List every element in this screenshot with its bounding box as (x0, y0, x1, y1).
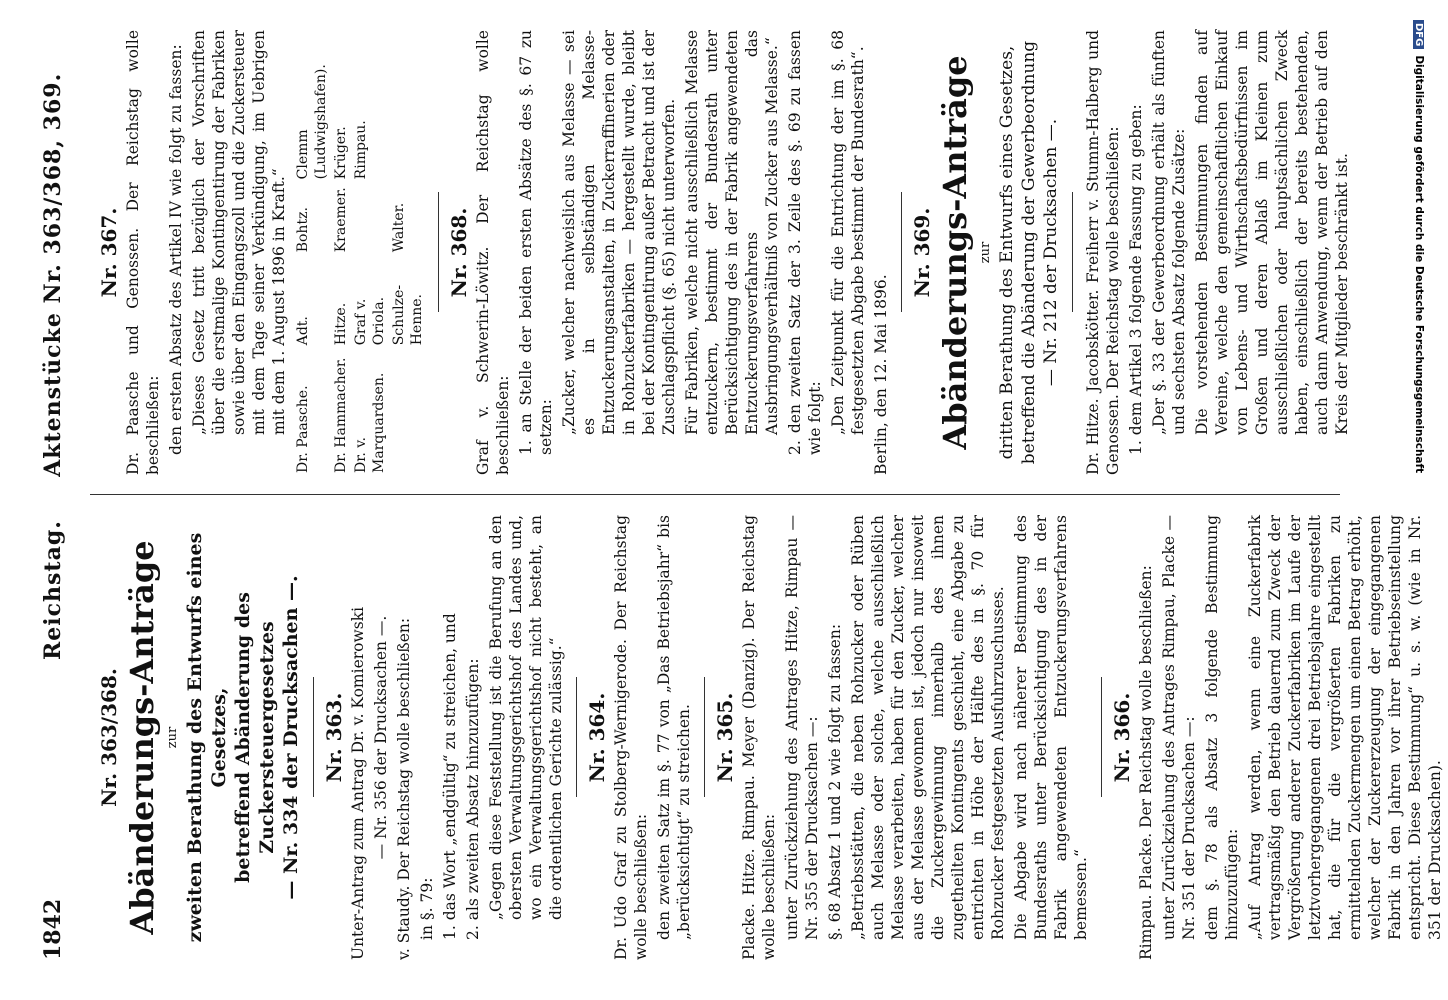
signature (390, 347, 426, 473)
nr-367-signatures (292, 30, 428, 475)
section-rule (1101, 678, 1102, 798)
nr-366-heading: Nr. 366. (1110, 692, 1134, 783)
right-column (95, 30, 1355, 475)
nr-363-p3: 1. das Wort „endgültig“ zu streichen, und (441, 613, 459, 940)
nr-369-p2: 1. dem Artikel 3 folgende Fassung zu geben: (1127, 104, 1145, 455)
left-column (95, 515, 1448, 960)
nr-364-heading: Nr. 364. (585, 692, 609, 783)
signature (352, 181, 388, 252)
section-rule (313, 678, 314, 798)
nr-363-p4: 2. als zweiten Absatz hinzuzufügen: (464, 658, 482, 940)
nr-365-p3: §. 68 Absatz 1 und 2 wie folgt zu fassen: (826, 623, 844, 940)
nr-367-p3: „Dieses Gesetz tritt bezüglich der Vorschriften über die erstmalige Kontingentirung der Fabriken sowie über den Eingangszoll und die Zuckersteuer mit dem Tage seiner Verkündigung, im Uebrigen mit dem 1. August 1896 in Kraft.“ (190, 30, 288, 435)
nr-368-p4: Für Fabriken, welche nicht ausschließlich Melasse entzuckern, bestimmt der Bundesrath unter Berücksichtigung des in der Fabrik angewendeten Entzuckerungsverfahrens das Ausbringungsverhältniß von Zucker aus Melasse.“ (683, 30, 781, 435)
running-head-title (40, 73, 66, 660)
signature: Rimpau. (353, 120, 369, 180)
section-rule (704, 678, 705, 798)
signature: Graf v. Oriola. (353, 296, 387, 346)
nr-368-p2: 1. an Stelle der beiden ersten Absätze des §. 67 zu setzen: (517, 30, 555, 455)
nr-363-p1: v. Staudy. Der Reichstag wolle beschließen: (395, 617, 413, 960)
heading-369-sub-2: betreffend die Abänderung der Gewerbeordnung (1019, 40, 1039, 465)
nr-366-p1: Rimpau. Placke. Der Reichstag wolle beschließen: (1137, 565, 1155, 960)
section-rule (901, 193, 902, 313)
nr-363-p5: „Gegen diese Feststellung ist die Berufung an den obersten Verwaltungsgerichtshof des Landes und, wo ein Verwaltungsgerichtshof nicht besteht, an die ordentlichen Gerichte zulässig.“ (487, 515, 565, 920)
section-rule (1072, 193, 1073, 313)
nr-363-p2: in §. 79: (418, 877, 436, 940)
nr-369-heading: Nr. 369. (910, 207, 934, 298)
nr-363-intro: Unter-Antrag zum Antrag Dr. v. Komierowski (349, 606, 367, 960)
page-number: 1842 (40, 898, 66, 960)
nr-364-p1: Dr. Udo Graf zu Stolberg-Wernigerode. Der Reichstag wolle beschließen: (612, 515, 650, 960)
nr-369-p4: Die vorstehenden Bestimmungen finden auf Vereine, welche den gemeinschaftlichen Einkauf von Lebens- und Wirthschaftsbedürfnissen im Großen und deren Ablaß im Kleinen zum ausschließlichen oder hauptsächlichen Zweck haben, einschließlich der bereits bestehenden, auch dann Anwendung, wenn der Betrieb auf den Kreis der Mitglieder beschränkt ist. (1193, 30, 1351, 435)
section-rule (438, 193, 439, 313)
heading-369-zur: zur (978, 241, 993, 264)
heading-369-sub-3: — Nr. 212 der Drucksachen —. (1041, 118, 1061, 387)
nr-366-p3: dem §. 78 als Absatz 3 folgende Bestimmung hinzuzufügen: (1203, 515, 1241, 940)
signature: Schulze-Henne. (391, 284, 425, 346)
running-head (40, 60, 80, 960)
dfg-side-note-text (1405, 20, 1425, 980)
signature: Krüger. (333, 126, 349, 180)
nr-368-p5: 2. den zweiten Satz der 3. Zeile des §. 69 zu fassen wie folgt: (786, 30, 824, 455)
heading-369-title: Abänderungs-Anträge (936, 55, 974, 450)
nr-367-p1: Dr. Paasche und Genossen. Der Reichstag wolle beschließen: (124, 30, 162, 475)
nr-369-p3: „Der §. 33 der Gewerbeordnung erhält als fünften und sechsten Absatz folgende Zusätze: (1150, 30, 1188, 435)
signature: Adt. (295, 316, 311, 346)
signature: Clemm (Ludwigshafen). (295, 64, 329, 180)
heading-369-sub-1: dritten Berathung des Entwurfs eines Gesetzes, (997, 45, 1017, 460)
signature-row (294, 32, 330, 473)
signature: Bohtz. (295, 207, 311, 253)
heading-sub-2: betreffend Abänderung des Zuckersteuergesetzes (232, 592, 278, 883)
dfg-side-note (1405, 20, 1425, 980)
heading-nr-363-368: Nr. 363/368. (97, 668, 121, 807)
signature: Dr. Paasche. (295, 385, 311, 473)
running-head-reichstag: Reichstag. (40, 520, 66, 660)
nr-369-p1: Dr. Hitze. Jacobskötter. Freiherr v. Stumm-Halberg und Genossen. Der Reichstag wolle beschließen: (1084, 30, 1122, 475)
heading-zur: zur (165, 726, 180, 749)
signature: Walter. (391, 202, 407, 253)
signature: Dr. Hammacher. (333, 357, 349, 473)
nr-366-p2: unter Zurückziehung des Antrages Rimpau, Placke — Nr. 351 der Drucksachen —: (1160, 515, 1198, 940)
date-line: Berlin, den 12. Mai 1896. (872, 274, 890, 475)
nr-363-intro-2: — Nr. 356 der Drucksachen —. (372, 615, 390, 860)
dfg-credit: Digitalisierung gefördert durch die Deutsche Forschungsgemeinschaft (1413, 55, 1425, 474)
nr-365-heading: Nr. 365. (713, 692, 737, 783)
signature (390, 32, 426, 179)
nr-368-p1: Graf v. Schwerin-Löwitz. Der Reichstag wolle beschließen: (474, 30, 512, 475)
nr-368-p3: „Zucker, welcher nachweislich aus Melasse — sei es in selbständigen Melasse-Entzuckerungsanstalten, in Zuckerraffinerien oder in Rohzuckerfabriken — hergestellt wurde, bleibt bei der Kontingentirung außer Betracht und ist der Zuschlagspflicht (§. 65) nicht unterworfen. (560, 30, 678, 435)
nr-365-p4: „Betriebsstätten, die neben Rohzucker oder Rüben auch Melasse oder solche, welche ausschließlich Melasse verarbeiten, haben für den Zucker, welcher aus der Melasse gewonnen ist, jedoch nur insoweit die Zuckergewinnung innerhalb des ihnen zugetheilten Kontingents geschieht, eine Abgabe zu entrichten in Höhe der Hälfte des in §. 70 für Rohzucker festgesetzten Ausfuhrzuschusses. (849, 515, 1007, 940)
dfg-logo-badge: DFG (1413, 20, 1424, 49)
signature: Hitze. (333, 302, 349, 346)
nr-364-p2: den zweiten Satz im §. 77 von „Das Betriebsjahr“ bis „berücksichtigt“ zu streichen. (655, 515, 693, 940)
nr-365-p5: Die Abgabe wird nach näherer Bestimmung des Bundesraths unter Berücksichtigung des in der Fabrik angewendeten Entzuckerungsverfahrens bemessen.“ (1012, 515, 1090, 940)
nr-368-p6: „Den Zeitpunkt für die Entrichtung der im §. 68 festgesetzten Abgabe bestimmt der Bundesrath“. (829, 30, 867, 435)
nr-365-p1: Placke. Hitze. Rimpau. Meyer (Danzig). Der Reichstag wolle beschließen: (740, 515, 778, 960)
nr-367-heading: Nr. 367. (97, 207, 121, 298)
nr-366-p4: „Auf Antrag werden, wenn eine Zuckerfabrik vertragsmäßig den Betrieb dauernd zum Zweck der Vergrößerung anderer Zuckerfabriken im Laufe der letztvorhergegangenen drei Betriebsjahre eingestellt hat, die für die vergrößerten Fabriken zu ermittelnden Zuckermengen um einen Betrag erhöht, welcher der Zuckererzeugung der eingegangenen Fabrik in den Jahren vor ihrer Betriebseinstellung entspricht. Diese Bestimmung“ u. s. w. (wie in Nr. 351 der Drucksachen). (1246, 515, 1444, 940)
signature-row (352, 32, 388, 473)
nr-363-heading: Nr. 363. (322, 692, 346, 783)
section-rule (576, 678, 577, 798)
nr-365-p2: unter Zurückziehung des Antrages Hitze, Rimpau — Nr. 355 der Drucksachen —: (783, 515, 821, 940)
column-divider (90, 494, 1340, 495)
signature: Kraemer. (333, 187, 349, 253)
signature: Dr. v. Marquardsen. (353, 372, 387, 473)
nr-368-heading: Nr. 368. (447, 207, 471, 298)
nr-367-p2: den ersten Absatz des Artikel IV wie folgt zu fassen: (167, 44, 185, 455)
heading-abaenderungs-antraege: Abänderungs-Anträge (123, 540, 161, 935)
running-head-aktenstuecke: Aktenstücke Nr. 363/368, 369. (40, 72, 66, 477)
heading-sub-1: zweiten Berathung des Entwurfs eines Gesetzes, (184, 532, 230, 943)
heading-sub-3: — Nr. 334 der Drucksachen —. (280, 575, 302, 900)
signature-row (332, 32, 350, 473)
signature-row (390, 32, 426, 473)
